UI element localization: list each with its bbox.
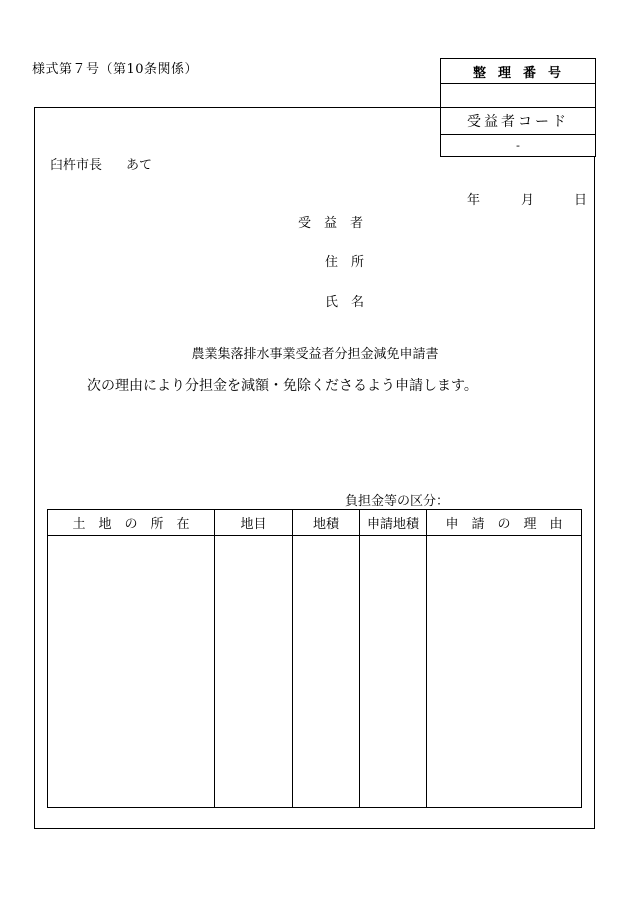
addressee-name: 臼杵市長 — [50, 158, 103, 173]
column-header-location: 土 地 の 所 在 — [48, 510, 215, 536]
charge-category-label: 負担金等の区分： — [345, 494, 450, 509]
column-header-reason: 申 請 の 理 由 — [427, 510, 582, 536]
cell-reason[interactable] — [427, 536, 582, 808]
land-table — [47, 509, 582, 808]
column-header-area: 地積 — [293, 510, 360, 536]
cell-area[interactable] — [293, 536, 360, 808]
cell-location[interactable] — [48, 536, 215, 808]
request-statement: 次の理由により分担金を減額・免除くださるよう申請します。 — [87, 378, 478, 394]
document-title-text: 農業集落排水事業受益者分担金減免申請書 — [191, 347, 439, 362]
addressee — [50, 154, 152, 173]
column-header-applied-area: 申請地積 — [360, 510, 427, 536]
document-title — [0, 343, 630, 362]
reference-number-field[interactable] — [441, 84, 595, 108]
beneficiary-code-field[interactable]: - — [516, 139, 520, 152]
date-year-label: 年 — [467, 193, 481, 208]
beneficiary-code-label: 受益者コード — [441, 108, 595, 135]
reference-number-label: 整理番号 — [441, 59, 595, 84]
cell-applied-area[interactable] — [360, 536, 427, 808]
name-label: 氏 名 — [325, 295, 365, 310]
address-label: 住 所 — [325, 255, 365, 270]
column-header-land-category: 地目 — [215, 510, 293, 536]
date-day-label: 日 — [574, 193, 588, 208]
table-header-row — [48, 510, 582, 536]
cell-land-category[interactable] — [215, 536, 293, 808]
addressee-suffix: あて — [126, 158, 153, 173]
beneficiary-label: 受 益 者 — [298, 216, 364, 231]
form-number-label: 様式第７号（第10条関係） — [32, 62, 199, 77]
date-month-label: 月 — [521, 193, 535, 208]
reference-number-box — [440, 58, 596, 157]
table-row — [48, 536, 582, 808]
